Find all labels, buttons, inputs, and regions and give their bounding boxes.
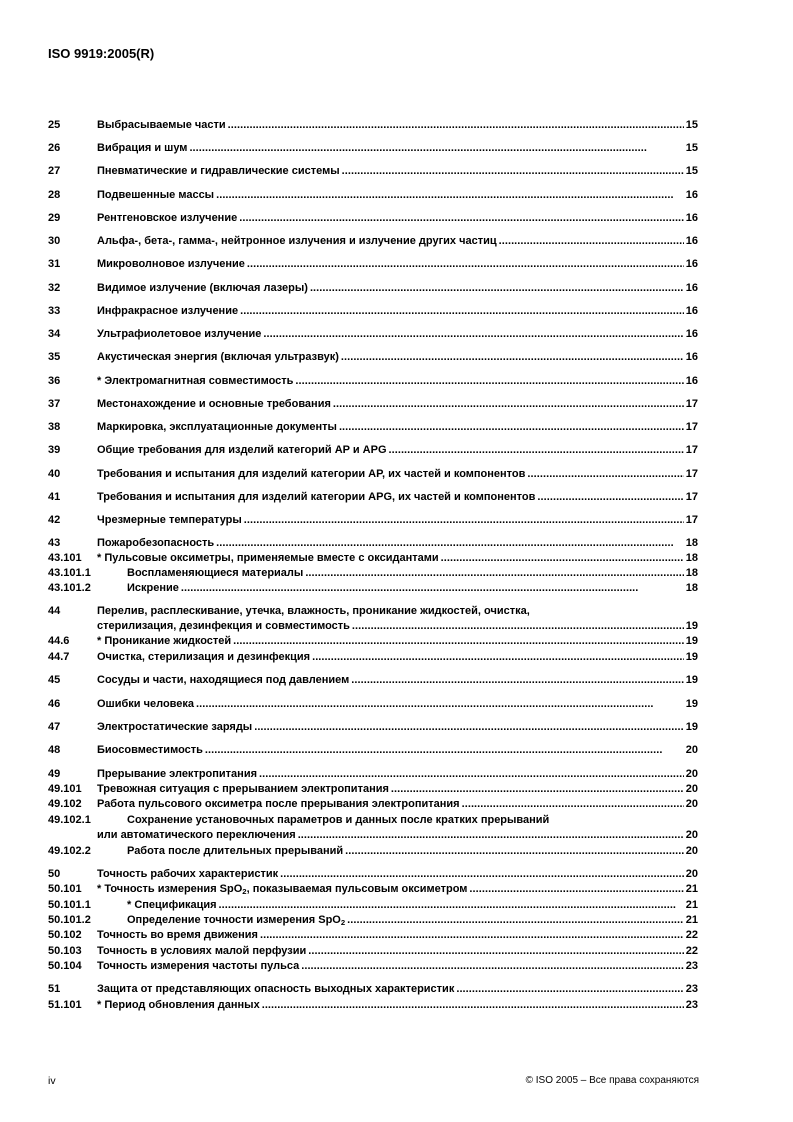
toc-entry-page: 20 [685, 768, 698, 780]
toc-entry-page: 23 [685, 983, 698, 995]
dot-leader [341, 350, 684, 364]
toc-entry-page: 19 [685, 635, 698, 647]
toc-entry-title: стерилизация, дезинфекция и совместимость [97, 620, 350, 632]
toc-entry[interactable] [48, 257, 698, 271]
toc-entry-number: 39 [48, 444, 61, 456]
dot-leader [301, 959, 684, 973]
dot-leader [216, 536, 684, 550]
toc-entry-number: 25 [48, 119, 61, 131]
toc-entry[interactable] [48, 867, 698, 881]
toc-entry[interactable] [48, 490, 698, 504]
toc-entry-title: Сосуды и части, находящиеся под давлением [97, 674, 350, 686]
toc-entry-page: 16 [685, 282, 698, 294]
toc-entry-number: 50.101 [48, 883, 82, 895]
toc-entry[interactable] [48, 234, 698, 248]
toc-entry-title: Видимое излучение (включая лазеры) [97, 282, 308, 294]
toc-entry-number: 32 [48, 282, 61, 294]
toc-entry-number: 49.102.2 [48, 845, 91, 857]
toc-entry-title: * Спецификация [127, 899, 217, 911]
toc-entry-number: 37 [48, 398, 61, 410]
toc-entry[interactable] [48, 467, 698, 481]
toc-entry-page: 19 [685, 651, 698, 663]
toc-entry-title: Биосовместимость [97, 744, 203, 756]
toc-entry-number: 34 [48, 328, 61, 340]
toc-entry-title: Тревожная ситуация с прерыванием электропитания [97, 783, 389, 795]
toc-entry-page: 23 [685, 960, 698, 972]
toc-entry-number: 28 [48, 189, 61, 201]
toc-entry-title: Перелив, расплескивание, утечка, влажность, проникание жидкостей, очистка, [97, 605, 530, 617]
dot-leader [333, 397, 684, 411]
toc-entry[interactable] [48, 720, 698, 734]
toc-entry[interactable] [48, 959, 698, 973]
toc-entry-number: 30 [48, 235, 61, 247]
toc-entry-title: Определение точности измерения SpO$_2$ [127, 914, 346, 927]
dot-leader [469, 882, 683, 896]
dot-leader [219, 898, 684, 912]
toc-entry[interactable] [48, 188, 698, 202]
toc-entry[interactable] [48, 211, 698, 225]
toc-entry-page: 18 [685, 582, 698, 594]
toc-entry[interactable] [48, 882, 698, 896]
toc-entry-title: Акустическая энергия (включая ультразвук) [97, 351, 339, 363]
dot-leader [196, 697, 684, 711]
toc-entry[interactable] [48, 982, 698, 996]
toc-entry-title: Работа после длительных прерываний [127, 845, 344, 857]
toc-entry-title: Требования и испытания для изделий категории APG, их частей и компонентов [97, 491, 536, 503]
dot-leader [305, 566, 683, 580]
toc-entry-title: Защита от представляющих опасность выходных характеристик [97, 983, 455, 995]
toc-entry-page: 16 [685, 351, 698, 363]
toc-entry[interactable] [48, 304, 698, 318]
toc-entry[interactable] [48, 281, 698, 295]
toc-entry-page: 19 [685, 674, 698, 686]
toc-entry[interactable] [48, 604, 698, 618]
toc-entry[interactable] [48, 536, 698, 550]
toc-entry-title: Пневматические и гидравлические системы [97, 165, 340, 177]
dot-leader [527, 467, 683, 481]
dot-leader [441, 551, 684, 565]
toc-entry-number: 49.101 [48, 783, 82, 795]
dot-leader [456, 982, 683, 996]
toc-entry-page: 16 [685, 375, 698, 387]
toc-entry-number: 41 [48, 491, 61, 503]
toc-entry-title: * Период обновления данных [97, 999, 260, 1011]
dot-leader [295, 374, 683, 388]
toc-entry-number: 27 [48, 165, 61, 177]
toc-entry-title: Очистка, стерилизация и дезинфекция [97, 651, 311, 663]
toc-entry-number: 49 [48, 768, 61, 780]
toc-entry[interactable] [48, 420, 698, 434]
toc-entry-number: 35 [48, 351, 61, 363]
toc-entry-page: 16 [685, 189, 698, 201]
toc-entry-title: * Электромагнитная совместимость [97, 375, 294, 387]
toc-entry[interactable] [48, 797, 698, 811]
toc-entry-page: 17 [685, 491, 698, 503]
dot-leader [181, 581, 684, 595]
toc-entry[interactable] [48, 327, 698, 341]
toc-entry-number: 36 [48, 375, 61, 387]
toc-entry[interactable] [48, 673, 698, 687]
toc-entry-page: 21 [685, 899, 698, 911]
toc-entry[interactable] [48, 998, 698, 1012]
toc-entry-title: Инфракрасное излучение [97, 305, 239, 317]
toc-entry-number: 50.104 [48, 960, 82, 972]
toc-entry-title: Чрезмерные температуры [97, 514, 242, 526]
dot-leader [389, 443, 684, 457]
toc-entry[interactable] [48, 828, 698, 842]
toc-entry-title: Искрение [127, 582, 179, 594]
dot-leader [262, 998, 684, 1012]
toc-entry-page: 17 [685, 421, 698, 433]
toc-entry-number: 43.101.2 [48, 582, 91, 594]
toc-entry-title: Воспламеняющиеся материалы [127, 567, 304, 579]
dot-leader [216, 188, 684, 202]
toc-entry[interactable] [48, 944, 698, 958]
toc-entry-page: 17 [685, 468, 698, 480]
toc-entry-number: 51 [48, 983, 61, 995]
toc-entry-title: Рентгеновское излучение [97, 212, 238, 224]
toc-entry-number: 38 [48, 421, 61, 433]
toc-entry[interactable] [48, 350, 698, 364]
dot-leader [308, 944, 683, 958]
toc-entry-page: 16 [685, 235, 698, 247]
toc-entry-page: 22 [685, 929, 698, 941]
toc-entry-page: 18 [685, 567, 698, 579]
toc-entry[interactable] [48, 928, 698, 942]
dot-leader [228, 118, 684, 132]
toc-entry-title: Точность рабочих характеристик [97, 868, 279, 880]
toc-entry-number: 50.101.2 [48, 914, 91, 926]
toc-entry[interactable] [48, 650, 698, 664]
toc-entry[interactable] [48, 141, 698, 155]
dot-leader [233, 634, 684, 648]
toc-entry[interactable] [48, 566, 698, 580]
toc-entry[interactable] [48, 374, 698, 388]
dot-leader [240, 304, 684, 318]
dot-leader [280, 867, 684, 881]
toc-entry-title: Выбрасываемые части [97, 119, 226, 131]
toc-entry-number: 50.101.1 [48, 899, 91, 911]
dot-leader [391, 782, 684, 796]
toc-entry-number: 50.102 [48, 929, 82, 941]
toc-entry[interactable] [48, 619, 698, 633]
toc-entry-title: Электростатические заряды [97, 721, 253, 733]
toc-entry[interactable] [48, 813, 698, 827]
dot-leader [537, 490, 683, 504]
toc-entry-page: 22 [685, 945, 698, 957]
dot-leader [260, 928, 684, 942]
page-number: iv [48, 1075, 56, 1087]
toc-entry-page: 15 [685, 119, 698, 131]
toc-entry-title: или автоматического переключения [97, 829, 296, 841]
dot-leader [345, 844, 684, 858]
toc-entry-page: 20 [685, 744, 698, 756]
toc-entry-number: 31 [48, 258, 61, 270]
toc-entry-page: 17 [685, 398, 698, 410]
toc-entry-title: Требования и испытания для изделий категории AP, их частей и компонентов [97, 468, 526, 480]
toc-entry-page: 21 [685, 883, 698, 895]
dot-leader [205, 743, 684, 757]
toc-entry-number: 47 [48, 721, 61, 733]
toc-entry[interactable] [48, 634, 698, 648]
dot-leader [244, 513, 684, 527]
toc-entry-number: 33 [48, 305, 61, 317]
dot-leader [347, 913, 684, 927]
toc-entry-page: 19 [685, 721, 698, 733]
dot-leader [254, 720, 684, 734]
toc-entry-page: 15 [685, 142, 698, 154]
toc-entry-title: Местонахождение и основные требования [97, 398, 331, 410]
dot-leader [247, 257, 684, 271]
toc-entry-page: 16 [685, 212, 698, 224]
dot-leader [352, 619, 684, 633]
toc-entry-title: Подвешенные массы [97, 189, 215, 201]
toc-entry[interactable] [48, 782, 698, 796]
toc-entry-number: 50.103 [48, 945, 82, 957]
toc-entry-page: 20 [685, 868, 698, 880]
toc-entry-number: 26 [48, 142, 61, 154]
toc-entry[interactable] [48, 697, 698, 711]
toc-entry-number: 43.101.1 [48, 567, 91, 579]
dot-leader [339, 420, 684, 434]
toc-entry-page: 20 [685, 845, 698, 857]
toc-entry[interactable] [48, 551, 698, 565]
dot-leader [342, 164, 684, 178]
toc-entry[interactable] [48, 844, 698, 858]
toc-entry-page: 20 [685, 783, 698, 795]
copyright-notice: © ISO 2005 – Все права сохраняются [525, 1075, 699, 1086]
toc-entry-page: 20 [685, 829, 698, 841]
toc-entry[interactable] [48, 513, 698, 527]
toc-entry-page: 18 [685, 552, 698, 564]
toc-entry[interactable] [48, 913, 698, 927]
toc-entry-title: Сохранение установочных параметров и данных после кратких прерываний [127, 814, 550, 826]
toc-entry-title: Ошибки человека [97, 698, 195, 710]
document-header: ISO 9919:2005(R) [48, 46, 155, 61]
dot-leader [298, 828, 684, 842]
toc-entry-title: Работа пульсового оксиметра после прерывания электропитания [97, 798, 460, 810]
toc-entry-title: Прерывание электропитания [97, 768, 257, 780]
dot-leader [312, 650, 684, 664]
toc-entry-number: 46 [48, 698, 61, 710]
toc-entry-number: 51.101 [48, 999, 82, 1011]
toc-entry-number: 42 [48, 514, 61, 526]
toc-entry[interactable] [48, 767, 698, 781]
toc-entry-title: Ультрафиолетовое излучение [97, 328, 262, 340]
toc-entry-number: 50 [48, 868, 61, 880]
toc-entry-title: Маркировка, эксплуатационные документы [97, 421, 337, 433]
toc-entry-title: Пожаробезопасность [97, 537, 215, 549]
toc-entry[interactable] [48, 164, 698, 178]
toc-entry-number: 43.101 [48, 552, 82, 564]
dot-leader [499, 234, 684, 248]
toc-entry-title: * Проникание жидкостей [97, 635, 232, 647]
toc-entry-title: Точность в условиях малой перфузии [97, 945, 307, 957]
dot-leader [259, 767, 684, 781]
dot-leader [239, 211, 684, 225]
toc-entry-number: 43 [48, 537, 61, 549]
toc-entry-number: 29 [48, 212, 61, 224]
toc-entry-page: 15 [685, 165, 698, 177]
toc-entry-number: 44.6 [48, 635, 70, 647]
toc-entry-number: 45 [48, 674, 61, 686]
toc-entry[interactable] [48, 443, 698, 457]
toc-entry-number: 48 [48, 744, 61, 756]
toc-entry-title: Микроволновое излучение [97, 258, 245, 270]
toc-entry-page: 18 [685, 537, 698, 549]
toc-entry-page: 19 [685, 698, 698, 710]
toc-entry-title: * Точность измерения SpO$_2$, показываемая пульсовым оксиметром [97, 883, 468, 896]
toc-entry[interactable] [48, 581, 698, 595]
toc-entry[interactable] [48, 743, 698, 757]
toc-entry-number: 40 [48, 468, 61, 480]
toc-entry-title: Общие требования для изделий категорий AP и APG [97, 444, 387, 456]
toc-entry-title: Точность измерения частоты пульса [97, 960, 300, 972]
toc-entry-page: 17 [685, 514, 698, 526]
toc-entry[interactable] [48, 397, 698, 411]
toc-entry[interactable] [48, 898, 698, 912]
toc-entry-title: Вибрация и шум [97, 142, 188, 154]
toc-entry-title: Точность во время движения [97, 929, 258, 941]
dot-leader [351, 673, 683, 687]
toc-entry-page: 16 [685, 305, 698, 317]
toc-entry-title: * Пульсовые оксиметры, применяемые вместе с оксидантами [97, 552, 439, 564]
toc-entry-number: 49.102 [48, 798, 82, 810]
toc-entry-page: 17 [685, 444, 698, 456]
dot-leader [462, 797, 684, 811]
toc-entry-number: 44 [48, 605, 61, 617]
toc-entry-page: 16 [685, 258, 698, 270]
dot-leader [189, 141, 683, 155]
toc-entry-number: 49.102.1 [48, 814, 91, 826]
toc-entry-title: Альфа-, бета-, гамма-, нейтронное излучения и излучение других частиц [97, 235, 497, 247]
toc-entry-page: 23 [685, 999, 698, 1011]
toc-entry-number: 44.7 [48, 651, 70, 663]
toc-entry-page: 21 [685, 914, 698, 926]
toc-entry-page: 19 [685, 620, 698, 632]
toc-entry-page: 16 [685, 328, 698, 340]
dot-leader [263, 327, 683, 341]
toc-entry-page: 20 [685, 798, 698, 810]
dot-leader [310, 281, 684, 295]
toc-entry[interactable] [48, 118, 698, 132]
